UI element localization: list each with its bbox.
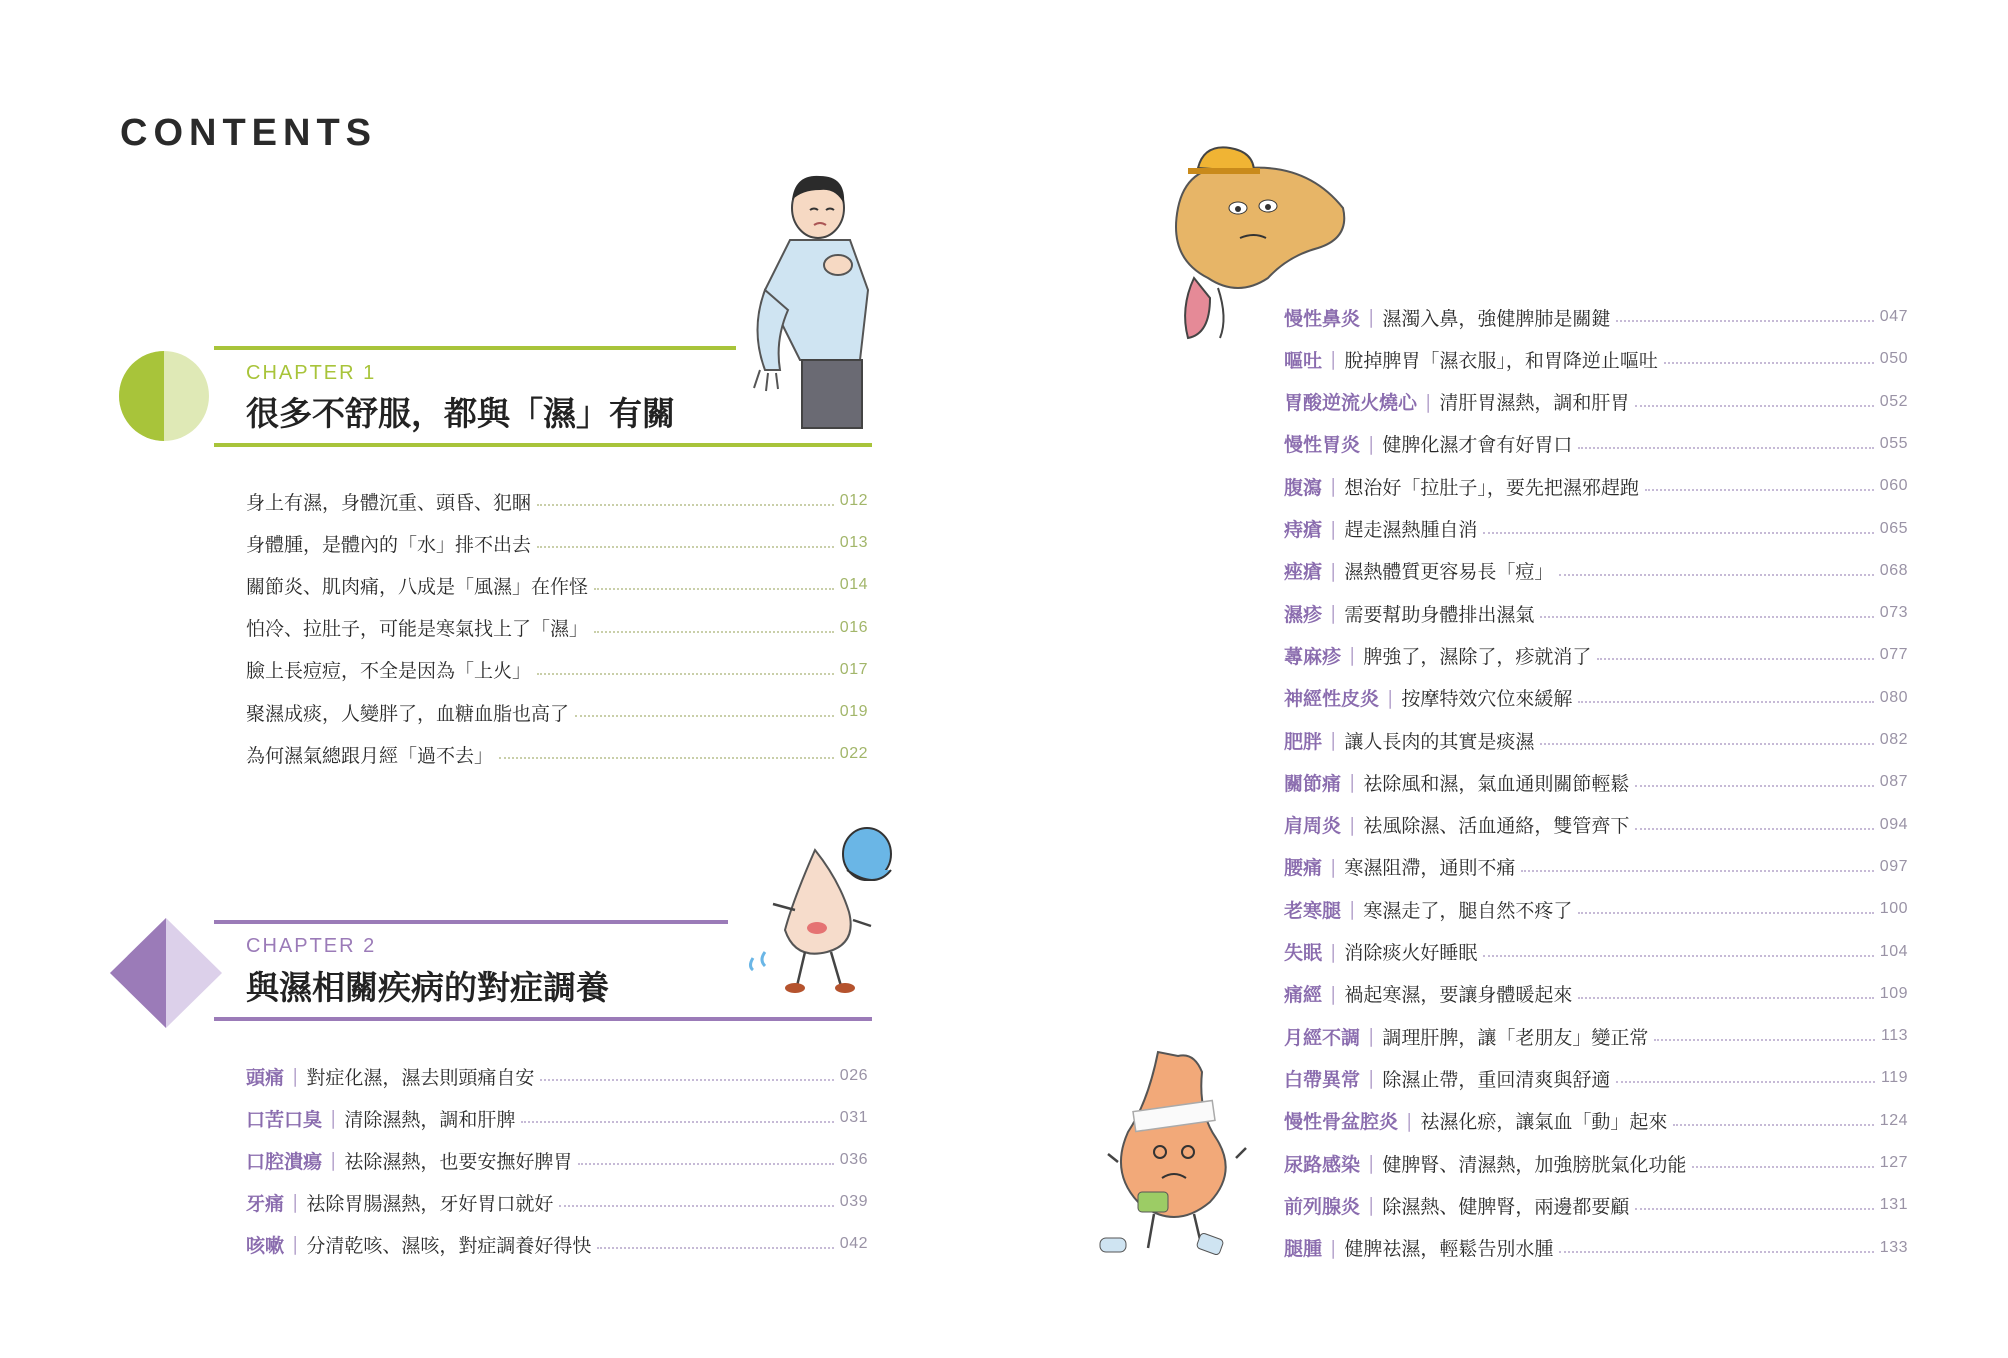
toc-entry[interactable] [246, 528, 868, 558]
toc-entry-text: 脾強了，濕除了，疹就消了 [1363, 645, 1592, 668]
chapter2-diamond-icon [110, 918, 222, 1028]
toc-entry-text: 關節炎、肌肉痛，八成是「風濕」在作怪 [246, 575, 589, 598]
toc-entry-dot-leader [1540, 743, 1873, 745]
toc-entry-page-number: 131 [1879, 1196, 1908, 1214]
toc-entry-keyword: 老寒腿 [1284, 899, 1342, 922]
toc-entry-separator: | [330, 1149, 337, 1171]
chapter1-circle-icon [118, 350, 210, 442]
toc-entry[interactable] [1284, 725, 1908, 755]
toc-entry-dot-leader [1635, 405, 1873, 407]
toc-entry[interactable] [1284, 937, 1908, 967]
toc-entry-text: 調理肝脾，讓「老朋友」變正常 [1382, 1026, 1649, 1049]
toc-entry[interactable] [246, 697, 868, 727]
toc-entry[interactable] [246, 1103, 868, 1133]
chapter2-top-rule [214, 920, 728, 924]
toc-entry-page-number: 127 [1879, 1154, 1908, 1171]
toc-entry-page-number: 094 [1879, 815, 1908, 833]
toc-entry-dot-leader [1692, 1166, 1873, 1168]
toc-entry-dot-leader [1578, 912, 1873, 914]
toc-entry-keyword: 失眠 [1284, 942, 1323, 964]
toc-entry-keyword: 口苦口臭 [246, 1108, 323, 1131]
stomach-character-icon [1098, 1042, 1258, 1262]
toc-entry-text: 清肝胃濕熱，調和肝胃 [1439, 392, 1630, 415]
toc-entry-separator: | [1330, 517, 1337, 540]
toc-entry-keyword: 牙痛 [246, 1192, 285, 1215]
toc-entry-separator: | [1330, 1236, 1337, 1259]
toc-entry-dot-leader [1654, 1039, 1875, 1041]
toc-entry[interactable] [1284, 598, 1908, 628]
toc-entry-dot-leader [1578, 997, 1873, 999]
nose-character-icon [735, 820, 895, 1000]
toc-entry-page-number: 097 [1879, 857, 1908, 875]
toc-entry[interactable] [1284, 514, 1908, 544]
toc-entry-separator: | [1330, 729, 1337, 751]
toc-entry[interactable] [1284, 1190, 1908, 1220]
toc-entry-keyword: 肩周炎 [1284, 815, 1342, 838]
page-title: CONTENTS [120, 112, 377, 154]
toc-entry[interactable] [1284, 387, 1908, 417]
toc-entry-dot-leader [1597, 658, 1873, 660]
toc-entry-text: 聚濕成痰，人變胖了，血糖血脂也高了 [246, 702, 570, 725]
toc-entry-text: 禍起寒濕，要讓身體暖起來 [1344, 984, 1573, 1007]
toc-entry-page-number: 109 [1879, 984, 1908, 1002]
toc-entry-separator: | [1387, 686, 1394, 709]
toc-entry-page-number: 047 [1879, 308, 1908, 325]
toc-entry-separator: | [292, 1065, 299, 1087]
toc-entry-dot-leader [521, 1121, 833, 1123]
toc-entry[interactable] [1284, 471, 1908, 501]
toc-entry-separator: | [1330, 982, 1337, 1005]
toc-entry-page-number: 082 [1879, 731, 1908, 748]
toc-entry-text: 身上有濕，身體沉重、頭昏、犯睏 [246, 491, 532, 514]
toc-entry-keyword: 前列腺炎 [1284, 1195, 1361, 1218]
toc-entry-page-number: 065 [1879, 519, 1908, 537]
toc-entry-page-number: 060 [1879, 477, 1908, 495]
toc-entry-text: 想治好「拉肚子」，要先把濕邪趕跑 [1344, 476, 1639, 499]
toc-entry-page-number: 133 [1879, 1238, 1908, 1256]
toc-entry-separator: | [1368, 1025, 1375, 1048]
toc-entry-separator: | [1368, 432, 1375, 455]
toc-entry-dot-leader [1635, 1208, 1873, 1210]
toc-entry-separator: | [1330, 940, 1337, 963]
toc-entry-dot-leader [1483, 532, 1873, 534]
toc-entry-text: 怕冷、拉肚子，可能是寒氣找上了「濕」 [246, 618, 589, 641]
toc-entry-dot-leader [1635, 828, 1873, 830]
toc-entry-separator: | [330, 1107, 337, 1129]
toc-entry-dot-leader [1645, 489, 1874, 491]
toc-entry-keyword: 濕疹 [1284, 603, 1323, 626]
toc-entry[interactable] [246, 486, 868, 516]
toc-entry-keyword: 月經不調 [1284, 1026, 1361, 1049]
toc-entry[interactable] [246, 570, 868, 600]
toc-entry-dot-leader [1559, 1251, 1873, 1253]
toc-entry[interactable] [246, 1145, 868, 1175]
toc-entry-text: 濕熱體質更容易長「痘」 [1344, 561, 1554, 584]
chapter1-top-rule [214, 346, 736, 350]
toc-entry-text: 身體腫，是體內的「水」排不出去 [246, 533, 532, 556]
toc-entry-text: 臉上長痘痘，不全是因為「上火」 [246, 660, 532, 683]
toc-entry-keyword: 白帶異常 [1284, 1068, 1361, 1091]
toc-entry-text: 消除痰火好睡眠 [1344, 942, 1478, 964]
toc-entry-text: 除濕止帶，重回清爽與舒適 [1382, 1068, 1611, 1091]
toc-entry-dot-leader [1540, 616, 1873, 618]
toc-entry-separator: | [1368, 1067, 1375, 1090]
toc-entry-page-number: 068 [1879, 561, 1908, 579]
toc-entry-text: 祛除風和濕，氣血通則關節輕鬆 [1363, 772, 1630, 795]
toc-entry-text: 健脾化濕才會有好胃口 [1382, 434, 1573, 457]
toc-entry-dot-leader [559, 1205, 833, 1207]
toc-entry-keyword: 腹瀉 [1284, 476, 1323, 499]
toc-entry-page-number: 087 [1879, 773, 1908, 791]
toc-entry-dot-leader [537, 673, 834, 675]
toc-entry-separator: | [1349, 771, 1356, 794]
toc-entry[interactable] [1284, 894, 1908, 924]
toc-entry-text: 健脾祛濕，輕鬆告別水腫 [1344, 1238, 1554, 1261]
toc-entry-separator: | [292, 1233, 299, 1255]
toc-entry-page-number: 017 [839, 660, 868, 678]
toc-entry-text: 清除濕熱，調和肝脾 [344, 1108, 516, 1131]
toc-entry-keyword: 痤瘡 [1284, 561, 1323, 584]
toc-entry-dot-leader [594, 631, 834, 633]
toc-entry-text: 祛除濕熱，也要安撫好脾胃 [344, 1150, 573, 1173]
toc-entry-keyword: 神經性皮炎 [1284, 688, 1380, 711]
toc-entry-dot-leader [1616, 320, 1873, 322]
toc-entry-page-number: 012 [839, 492, 868, 509]
toc-entry-page-number: 019 [839, 703, 868, 720]
toc-entry-separator: | [1368, 1194, 1375, 1217]
toc-entry-page-number: 016 [839, 618, 868, 636]
toc-entry[interactable] [1284, 810, 1908, 840]
toc-entry-dot-leader [537, 546, 834, 548]
chapter2-label: CHAPTER 2 [246, 935, 377, 957]
toc-entry-page-number: 055 [1879, 434, 1908, 452]
toc-entry[interactable] [246, 1061, 868, 1091]
toc-entry-keyword: 咳嗽 [246, 1234, 285, 1257]
man-shoulder-pain-icon [740, 170, 890, 430]
toc-entry-keyword: 慢性胃炎 [1284, 434, 1361, 457]
toc-entry-keyword: 慢性鼻炎 [1284, 307, 1361, 330]
toc-entry-keyword: 關節痛 [1284, 772, 1342, 795]
toc-entry-dot-leader [1578, 447, 1873, 449]
toc-entry-separator: | [1406, 1109, 1413, 1132]
toc-entry-dot-leader [537, 504, 834, 506]
toc-entry[interactable] [1284, 1106, 1908, 1136]
toc-entry[interactable] [1284, 1021, 1908, 1051]
toc-entry-text: 寒濕走了，腿自然不疼了 [1363, 899, 1573, 922]
chapter2-bottom-rule [214, 1017, 872, 1021]
toc-entry[interactable] [246, 739, 868, 769]
toc-entry-page-number: 080 [1879, 688, 1908, 706]
toc-entry[interactable] [246, 655, 868, 685]
toc-entry-separator: | [1330, 602, 1337, 625]
toc-entry-dot-leader [1664, 362, 1874, 364]
toc-entry[interactable] [1284, 344, 1908, 374]
toc-entry[interactable] [246, 1187, 868, 1217]
toc-entry[interactable] [1284, 640, 1908, 670]
toc-entry-dot-leader [1616, 1081, 1875, 1083]
toc-entry[interactable] [1284, 556, 1908, 586]
toc-entry[interactable] [246, 1229, 868, 1259]
toc-entry-text: 趕走濕熱腫自消 [1344, 519, 1478, 541]
toc-entry-separator: | [1425, 390, 1432, 413]
toc-entry-page-number: 073 [1879, 604, 1908, 622]
toc-entry-text: 讓人長肉的其實是痰濕 [1344, 730, 1535, 753]
toc-entry-separator: | [1330, 475, 1337, 498]
toc-entry-text: 按摩特效穴位來緩解 [1401, 688, 1573, 711]
toc-entry-keyword: 頭痛 [246, 1066, 285, 1089]
chapter2-title: 與濕相關疾病的對症調養 [246, 968, 609, 1007]
toc-entry-page-number: 036 [839, 1151, 868, 1168]
toc-entry-dot-leader [1635, 785, 1873, 787]
toc-entry-text: 為何濕氣總跟月經「過不去」 [246, 744, 494, 767]
toc-entry[interactable] [1284, 429, 1908, 459]
toc-entry-page-number: 050 [1879, 350, 1908, 368]
toc-entry-separator: | [1349, 898, 1356, 921]
toc-entry-keyword: 腿腫 [1284, 1238, 1323, 1261]
toc-entry-text: 祛除胃腸濕熱，牙好胃口就好 [306, 1192, 554, 1215]
toc-entry-dot-leader [1521, 870, 1873, 872]
toc-entry-dot-leader [540, 1079, 833, 1081]
toc-entry-keyword: 嘔吐 [1284, 349, 1323, 372]
toc-entry[interactable] [1284, 979, 1908, 1009]
toc-entry[interactable] [1284, 1148, 1908, 1178]
toc-entry-text: 脫掉脾胃「濕衣服」，和胃降逆止嘔吐 [1344, 349, 1658, 372]
toc-entry-dot-leader [597, 1247, 833, 1249]
toc-entry-dot-leader [575, 715, 834, 717]
toc-entry-page-number: 052 [1879, 392, 1908, 410]
toc-entry-dot-leader [1673, 1124, 1873, 1126]
toc-entry-separator: | [292, 1191, 299, 1213]
toc-entry-separator: | [1368, 306, 1375, 328]
toc-entry-page-number: 124 [1879, 1111, 1908, 1129]
toc-entry-page-number: 022 [839, 745, 868, 763]
toc-entry-text: 寒濕阻滯，通則不痛 [1344, 857, 1516, 880]
toc-entry-text: 分清乾咳、濕咳，對症調養好得快 [306, 1234, 592, 1257]
toc-entry-page-number: 039 [839, 1193, 868, 1210]
toc-entry-page-number: 013 [839, 534, 868, 552]
toc-entry-keyword: 肥胖 [1284, 730, 1323, 753]
chapter1-label: CHAPTER 1 [246, 362, 377, 384]
toc-entry[interactable] [1284, 852, 1908, 882]
toc-entry-keyword: 慢性骨盆腔炎 [1284, 1111, 1399, 1134]
toc-entry-text: 祛風除濕、活血通絡，雙管齊下 [1363, 815, 1630, 838]
toc-entry-page-number: 100 [1879, 900, 1908, 918]
toc-entry-separator: | [1330, 348, 1337, 371]
toc-entry-dot-leader [1578, 701, 1873, 703]
toc-entry-dot-leader [578, 1163, 833, 1165]
toc-entry-keyword: 腰痛 [1284, 857, 1323, 880]
toc-entry-keyword: 胃酸逆流火燒心 [1284, 392, 1418, 415]
toc-entry-text: 祛濕化瘀，讓氣血「動」起來 [1420, 1111, 1668, 1134]
toc-entry-keyword: 蕁麻疹 [1284, 645, 1342, 668]
toc-entry-separator: | [1349, 644, 1356, 667]
toc-entry-text: 對症化濕，濕去則頭痛自安 [306, 1066, 535, 1089]
toc-entry-keyword: 痛經 [1284, 984, 1323, 1007]
toc-entry-text: 濕濁入鼻，強健脾肺是關鍵 [1382, 307, 1611, 330]
toc-entry-separator: | [1349, 813, 1356, 836]
toc-entry-dot-leader [499, 757, 834, 759]
toc-entry-dot-leader [594, 588, 834, 590]
chapter1-title: 很多不舒服，都與「濕」有關 [246, 394, 675, 433]
toc-entry[interactable] [1284, 1233, 1908, 1263]
toc-entry-text: 除濕熱、健脾腎，兩邊都要顧 [1382, 1195, 1630, 1218]
toc-entry[interactable] [1284, 683, 1908, 713]
toc-entry-page-number: 042 [839, 1235, 868, 1252]
toc-entry-text: 需要幫助身體排出濕氣 [1344, 603, 1535, 626]
toc-entry-keyword: 尿路感染 [1284, 1153, 1361, 1176]
toc-entry[interactable] [1284, 767, 1908, 797]
toc-entry-keyword: 口腔潰瘍 [246, 1150, 323, 1173]
toc-entry-keyword: 痔瘡 [1284, 519, 1323, 541]
toc-entry-page-number: 077 [1879, 646, 1908, 664]
toc-entry-separator: | [1368, 1152, 1375, 1174]
chapter1-bottom-rule [214, 443, 872, 447]
toc-entry[interactable] [1284, 302, 1908, 332]
toc-entry-separator: | [1330, 559, 1337, 582]
toc-entry-page-number: 104 [1879, 942, 1908, 960]
toc-entry-page-number: 113 [1880, 1027, 1908, 1045]
toc-entry-page-number: 031 [839, 1109, 868, 1126]
toc-entry[interactable] [1284, 1063, 1908, 1093]
toc-entry-dot-leader [1559, 574, 1873, 576]
toc-entry-page-number: 014 [839, 576, 868, 594]
toc-entry-text: 健脾腎、清濕熱，加強膀胱氣化功能 [1382, 1153, 1687, 1176]
toc-entry-separator: | [1330, 855, 1337, 878]
toc-entry-page-number: 026 [839, 1067, 868, 1084]
toc-entry[interactable] [246, 613, 868, 643]
toc-entry-page-number: 119 [1880, 1069, 1908, 1087]
toc-entry-dot-leader [1483, 955, 1873, 957]
